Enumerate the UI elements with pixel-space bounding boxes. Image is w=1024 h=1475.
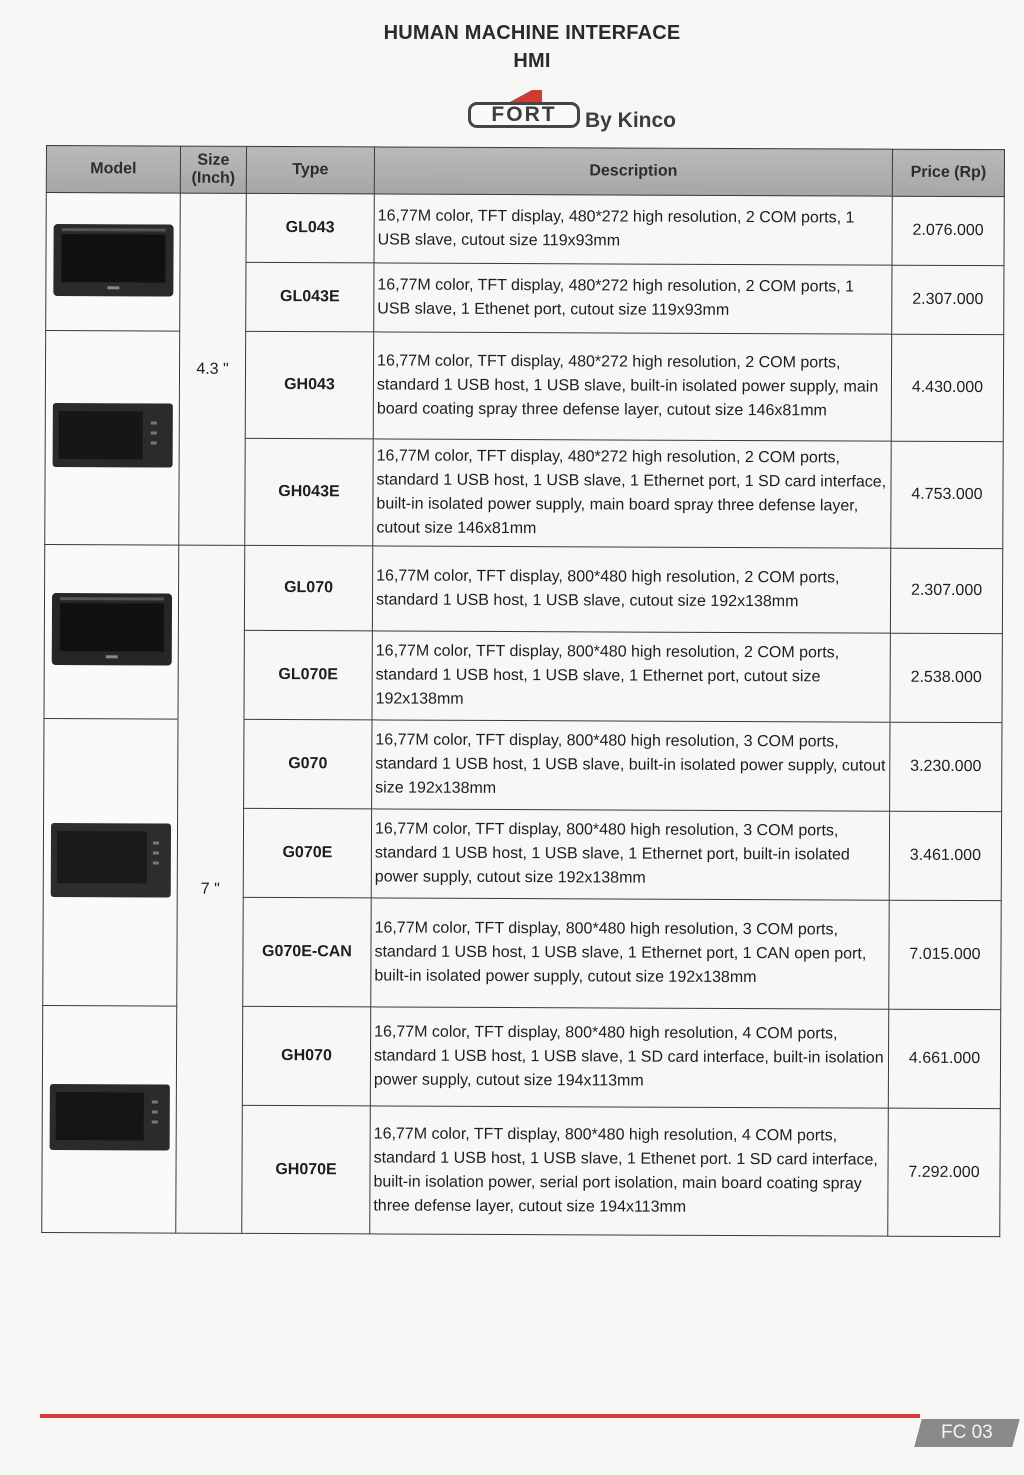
description-cell: 16,77M color, TFT display, 800*480 high resolution, 3 COM ports, standard 1 USB host, 1 USB slave, 1 Ethernet port, 1 CAN open port, built-in isolated power supply, cutout size 192x138mm bbox=[371, 898, 889, 1010]
description-cell: 16,77M color, TFT display, 800*480 high resolution, 2 COM ports, standard 1 USB host, 1 USB slave, cutout size 192x138mm bbox=[372, 546, 890, 633]
description-cell: 16,77M color, TFT display, 800*480 high resolution, 3 COM ports, standard 1 USB host, 1 USB slave, built-in isolated power supply, cutout size 192x138mm bbox=[372, 720, 890, 811]
price-cell: 2.307.000 bbox=[892, 265, 1004, 334]
description-cell: 16,77M color, TFT display, 480*272 high resolution, 2 COM ports, 1 USB slave, cutout size 119x93mm bbox=[374, 194, 892, 265]
type-cell: G070E bbox=[243, 808, 371, 898]
model-image-cell bbox=[46, 193, 181, 331]
description-cell: 16,77M color, TFT display, 480*272 high resolution, 2 COM ports, 1 USB slave, 1 Ethenet port, cutout size 119x93mm bbox=[374, 263, 892, 334]
price-cell: 7.015.000 bbox=[889, 900, 1001, 1010]
description-cell: 16,77M color, TFT display, 800*480 high resolution, 4 COM ports, standard 1 USB host, 1 USB slave, 1 SD card interface, built-in isolation power supply, cutout size 194x113mm bbox=[370, 1007, 888, 1108]
description-cell: 16,77M color, TFT display, 480*272 high resolution, 2 COM ports, standard 1 USB host, 1 USB slave, 1 Ethernet port, 1 SD card interface, built-in isolated power supply, main board spray three defense layer, cutout size 146x81mm bbox=[373, 439, 891, 548]
price-cell: 2.307.000 bbox=[890, 548, 1002, 633]
model-image-cell bbox=[45, 330, 180, 545]
description-cell: 16,77M color, TFT display, 800*480 high resolution, 3 COM ports, standard 1 USB host, 1 USB slave, 1 Ethernet port, built-in isolated power supply, cutout size 192x138mm bbox=[371, 809, 889, 900]
page-title: HUMAN MACHINE INTERFACE bbox=[383, 22, 681, 44]
header-type: Type bbox=[246, 146, 374, 194]
footer-divider bbox=[40, 1414, 920, 1418]
hmi-gh070-image bbox=[47, 1082, 171, 1153]
table-row bbox=[44, 545, 1002, 634]
price-cell: 2.076.000 bbox=[892, 196, 1004, 265]
price-table bbox=[41, 145, 1005, 1237]
table-row bbox=[46, 193, 1004, 266]
type-cell: GL043 bbox=[246, 193, 374, 262]
price-cell: 2.538.000 bbox=[890, 633, 1002, 723]
table-header-row bbox=[46, 146, 1004, 197]
header-price: Price (Rp) bbox=[892, 149, 1004, 196]
type-cell: GL070 bbox=[244, 545, 372, 631]
size-cell: 7 " bbox=[176, 545, 245, 1233]
brand-by-kinco: By Kinco bbox=[585, 109, 677, 132]
type-cell: GL043E bbox=[246, 262, 374, 331]
price-cell: 7.292.000 bbox=[888, 1109, 1001, 1237]
hmi-gh043-image bbox=[50, 399, 174, 472]
type-cell: GH070 bbox=[242, 1007, 370, 1107]
hmi-gl070-image bbox=[49, 589, 173, 670]
price-cell: 3.230.000 bbox=[890, 722, 1002, 812]
description-cell: 16,77M color, TFT display, 800*480 high resolution, 2 COM ports, standard 1 USB host, 1 USB slave, 1 Ethernet port, cutout size 192x138mm bbox=[372, 631, 890, 722]
type-cell: GH070E bbox=[242, 1106, 371, 1234]
header-size: Size (Inch) bbox=[180, 146, 246, 193]
price-cell: 4.430.000 bbox=[891, 334, 1003, 442]
description-cell: 16,77M color, TFT display, 480*272 high resolution, 2 COM ports, standard 1 USB host, 1 USB slave, built-in isolated power supply, main board coating spray three defense layer, cutout size 146x81mm bbox=[373, 331, 891, 440]
type-cell: G070 bbox=[244, 719, 372, 809]
type-cell: GH043E bbox=[245, 438, 373, 546]
page-code: FC 03 bbox=[941, 1422, 993, 1443]
size-cell: 4.3 " bbox=[179, 193, 247, 545]
hmi-g070-image bbox=[48, 821, 172, 900]
description-cell: 16,77M color, TFT display, 800*480 high resolution, 4 COM ports, standard 1 USB host, 1 USB slave, 1 Ethenet port. 1 SD card interface, built-in isolation power, serial port isolation, main board coating spray three defense layer, cutout size 194x113mm bbox=[370, 1106, 889, 1236]
type-cell: G070E-CAN bbox=[243, 897, 371, 1007]
price-cell: 3.461.000 bbox=[889, 811, 1001, 901]
brand-logo: FORT bbox=[468, 102, 580, 128]
page-code-badge bbox=[914, 1419, 1020, 1447]
header-model: Model bbox=[46, 146, 180, 194]
price-cell: 4.753.000 bbox=[891, 441, 1003, 549]
hmi-gl043-image bbox=[51, 218, 175, 301]
model-image-cell bbox=[44, 545, 179, 720]
type-cell: GH043 bbox=[245, 331, 373, 439]
price-cell: 4.661.000 bbox=[888, 1009, 1000, 1109]
page-subtitle: HMI bbox=[513, 50, 551, 72]
model-image-cell bbox=[43, 719, 178, 1007]
model-image-cell bbox=[42, 1006, 177, 1233]
header-description: Description bbox=[374, 147, 892, 196]
type-cell: GL070E bbox=[244, 630, 372, 720]
